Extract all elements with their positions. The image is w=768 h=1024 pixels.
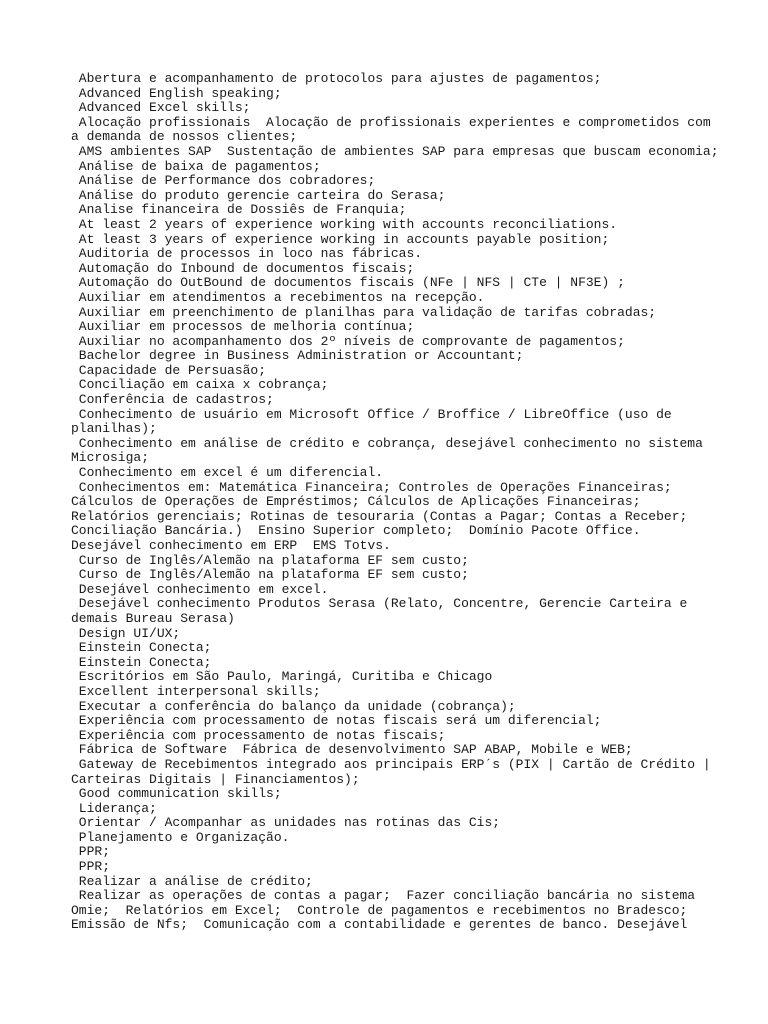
text-line: Cálculos de Operações de Empréstimos; Cálculos de Aplicações Financeiras; [71, 494, 641, 510]
text-line: Análise de baixa de pagamentos; [71, 158, 321, 174]
text-line: At least 3 years of experience working in accounts payable position; [71, 231, 610, 247]
text-line: demais Bureau Serasa) [71, 610, 235, 626]
text-line: Conciliação Bancária.) Ensino Superior completo; Domínio Pacote Office. [71, 523, 641, 539]
text-line: AMS ambientes SAP Sustentação de ambientes SAP para empresas que buscam economia; [71, 143, 719, 159]
text-line: Desejável conhecimento em ERP EMS Totvs. [71, 538, 391, 553]
text-line: Auxiliar em processos de melhoria contínua; [71, 319, 415, 335]
text-line: Realizar a análise de crédito; [71, 873, 313, 889]
text-line: Excellent interpersonal skills; [71, 683, 321, 699]
text-line: Análise do produto gerencie carteira do Serasa; [71, 187, 446, 203]
text-line: Automação do OutBound de documentos fiscais (NFe | NFS | CTe | NF3E) ; [71, 275, 625, 291]
text-line: Good communication skills; [71, 786, 282, 802]
text-line: Planejamento e Organização. [71, 829, 290, 845]
text-line: Auditoria de processos in loco nas fábricas. [71, 246, 423, 262]
text-line: Escritórios em São Paulo, Maringá, Curitiba e Chicago [71, 669, 493, 685]
text-line: Liderança; [71, 800, 157, 816]
text-line: Desejável conhecimento Produtos Serasa (Relato, Concentre, Gerencie Carteira e [71, 596, 688, 612]
text-line: planilhas); [71, 421, 157, 437]
text-line: Orientar / Acompanhar as unidades nas rotinas das Cis; [71, 815, 501, 831]
text-line: Abertura e acompanhamento de protocolos para ajustes de pagamentos; [71, 71, 602, 86]
text-line: Einstein Conecta; [71, 654, 212, 670]
text-line: Desejável conhecimento em excel. [71, 581, 329, 597]
text-line: Curso de Inglês/Alemão na plataforma EF sem custo; [71, 567, 469, 583]
text-line: Bachelor degree in Business Administration or Accountant; [71, 348, 524, 364]
text-line: Experiência com processamento de notas fiscais; [71, 727, 446, 743]
text-line: Automação do Inbound de documentos fiscais; [71, 260, 415, 276]
text-line: Advanced Excel skills; [71, 100, 251, 116]
text-line: At least 2 years of experience working with accounts reconciliations. [71, 216, 618, 232]
text-line: Auxiliar em atendimentos a recebimentos na recepção. [71, 289, 485, 305]
text-line: a demanda de nossos clientes; [71, 129, 298, 145]
text-line: Carteiras Digitais | Financiamentos); [71, 771, 360, 787]
text-line: Conhecimento em análise de crédito e cobrança, desejável conhecimento no sistema [71, 435, 703, 451]
text-line: Advanced English speaking; [71, 85, 282, 101]
text-line: Realizar as operações de contas a pagar; Fazer conciliação bancária no sistema [71, 888, 696, 904]
text-line: PPR; [71, 859, 111, 875]
text-line: Conhecimento em excel é um diferencial. [71, 465, 384, 481]
text-line: Capacidade de Persuasão; [71, 362, 267, 378]
text-line: Executar a conferência do balanço da unidade (cobrança); [71, 698, 516, 714]
text-line: Curso de Inglês/Alemão na plataforma EF sem custo; [71, 552, 469, 568]
text-line: Einstein Conecta; [71, 640, 212, 656]
text-line: PPR; [71, 844, 111, 860]
document-page [71, 71, 719, 933]
text-line: Analise financeira de Dossiês de Franquia; [71, 202, 407, 218]
text-line: Microsiga; [71, 450, 150, 466]
text-line: Alocação profissionais Alocação de profissionais experientes e comprometidos com [71, 114, 711, 130]
text-line: Análise de Performance dos cobradores; [71, 173, 376, 189]
text-line: Auxiliar em preenchimento de planilhas para validação de tarifas cobradas; [71, 304, 657, 320]
text-line: Conhecimento de usuário em Microsoft Office / Broffice / LibreOffice (uso de [71, 406, 672, 422]
text-line: Auxiliar no acompanhamento dos 2º níveis de comprovante de pagamentos; [71, 333, 625, 349]
text-line: Fábrica de Software Fábrica de desenvolvimento SAP ABAP, Mobile e WEB; [71, 742, 633, 758]
text-line: Experiência com processamento de notas fiscais será um diferencial; [71, 713, 602, 729]
text-line: Conferência de cadastros; [71, 392, 274, 408]
text-line: Emissão de Nfs; Comunicação com a contabilidade e gerentes de banco. Desejável [71, 917, 688, 933]
text-line: Gateway de Recebimentos integrado aos principais ERP´s (PIX | Cartão de Crédito | [71, 756, 711, 772]
text-line: Design UI/UX; [71, 625, 181, 641]
text-line: Omie; Relatórios em Excel; Controle de pagamentos e recebimentos no Bradesco; [71, 902, 688, 918]
text-line: Conciliação em caixa x cobrança; [71, 377, 329, 393]
text-line: Conhecimentos em: Matemática Financeira; Controles de Operações Financeiras; [71, 479, 672, 495]
text-line: Relatórios gerenciais; Rotinas de tesouraria (Contas a Pagar; Contas a Receber; [71, 508, 688, 524]
